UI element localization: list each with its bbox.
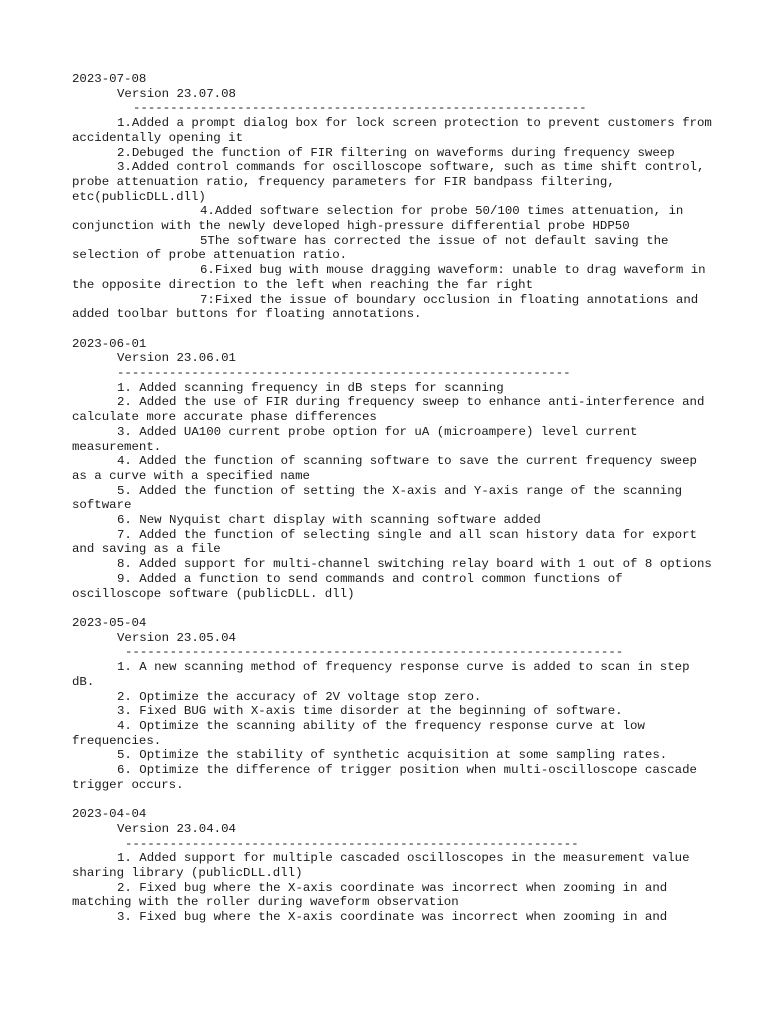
- changelog-section: [72, 616, 712, 792]
- separator-rule: -------------------------------------------------------------: [133, 101, 587, 116]
- version-label: Version 23.07.08: [117, 86, 236, 101]
- change-item: 7. Added the function of selecting single and all scan history data for export and saving as a file: [72, 527, 705, 557]
- section-gap: [72, 792, 712, 807]
- change-item: 1.Added a prompt dialog box for lock screen protection to prevent customers from accidentally opening it: [72, 116, 720, 145]
- change-item: 6.Fixed bug with mouse dragging waveform: unable to drag waveform in the opposite direction to the left when reaching the far right: [72, 263, 714, 292]
- separator-rule: -------------------------------------------------------------: [125, 836, 579, 851]
- section-gap: [72, 322, 712, 337]
- change-item: 3. Fixed BUG with X-axis time disorder at the beginning of software.: [117, 704, 623, 719]
- change-item: 1. A new scanning method of frequency response curve is added to scan in step dB.: [72, 660, 697, 689]
- change-item: 4.Added software selection for probe 50/100 times attenuation, in conjunction with the newly developed high-pressure differential probe HDP50: [72, 204, 691, 234]
- change-item: 5. Added the function of setting the X-axis and Y-axis range of the scanning software: [72, 483, 690, 513]
- section-gap: [72, 601, 712, 616]
- change-item: 4. Added the function of scanning software to save the current frequency sweep as a curve with a specified name: [72, 454, 705, 483]
- separator-rule: -------------------------------------------------------------: [117, 366, 571, 381]
- change-item: 8. Added support for multi-channel switching relay board with 1 out of 8 options: [117, 557, 712, 572]
- change-item: 6. Optimize the difference of trigger position when multi-oscilloscope cascade trigger occurs.: [72, 763, 705, 792]
- change-item: 2. Optimize the accuracy of 2V voltage stop zero.: [117, 689, 482, 704]
- change-item: 7:Fixed the issue of boundary occlusion in floating annotations and added toolbar buttons for floating annotations.: [72, 292, 706, 322]
- change-item: 2.Debuged the function of FIR filtering on waveforms during frequency sweep: [117, 145, 675, 160]
- version-label: Version 23.06.01: [117, 351, 236, 366]
- change-item: 2. Added the use of FIR during frequency sweep to enhance anti-interference and calculate more accurate phase differences: [72, 395, 712, 425]
- release-date: 2023-05-04: [72, 615, 147, 630]
- change-item: 6. New Nyquist chart display with scanning software added: [117, 513, 541, 528]
- change-item: 3. Added UA100 current probe option for uA (microampere) level current measurement.: [72, 424, 645, 454]
- change-item: 5The software has corrected the issue of not default saving the selection of probe attenuation ratio.: [72, 233, 676, 263]
- separator-rule: -------------------------------------------------------------------: [125, 645, 624, 660]
- change-item: 3. Fixed bug where the X-axis coordinate was incorrect when zooming in and: [117, 910, 668, 925]
- changelog-section: [72, 72, 720, 322]
- change-item: 1. Added support for multiple cascaded oscilloscopes in the measurement value sharing library (publicDLL.dll): [72, 851, 697, 880]
- changelog-section: [72, 807, 712, 925]
- release-date: 2023-04-04: [72, 807, 147, 822]
- change-item: 4. Optimize the scanning ability of the frequency response curve at low frequencies.: [72, 718, 653, 748]
- version-label: Version 23.05.04: [117, 630, 236, 645]
- change-item: 3.Added control commands for oscilloscope software, such as time shift control, probe attenuation ratio, frequency parameters for FIR bandpass filtering, etc(publicDLL.dll): [72, 160, 712, 204]
- change-item: 2. Fixed bug where the X-axis coordinate was incorrect when zooming in and matching with the roller during waveform observation: [72, 880, 675, 910]
- changelog-document: [72, 72, 720, 925]
- changelog-section: [72, 337, 712, 602]
- change-item: 5. Optimize the stability of synthetic acquisition at some sampling rates.: [117, 748, 668, 763]
- release-date: 2023-06-01: [72, 336, 147, 351]
- release-date: 2023-07-08: [72, 72, 147, 86]
- version-label: Version 23.04.04: [117, 821, 236, 836]
- change-item: 1. Added scanning frequency in dB steps for scanning: [117, 380, 504, 395]
- change-item: 9. Added a function to send commands and control common functions of oscilloscope software (publicDLL. dll): [72, 571, 631, 601]
